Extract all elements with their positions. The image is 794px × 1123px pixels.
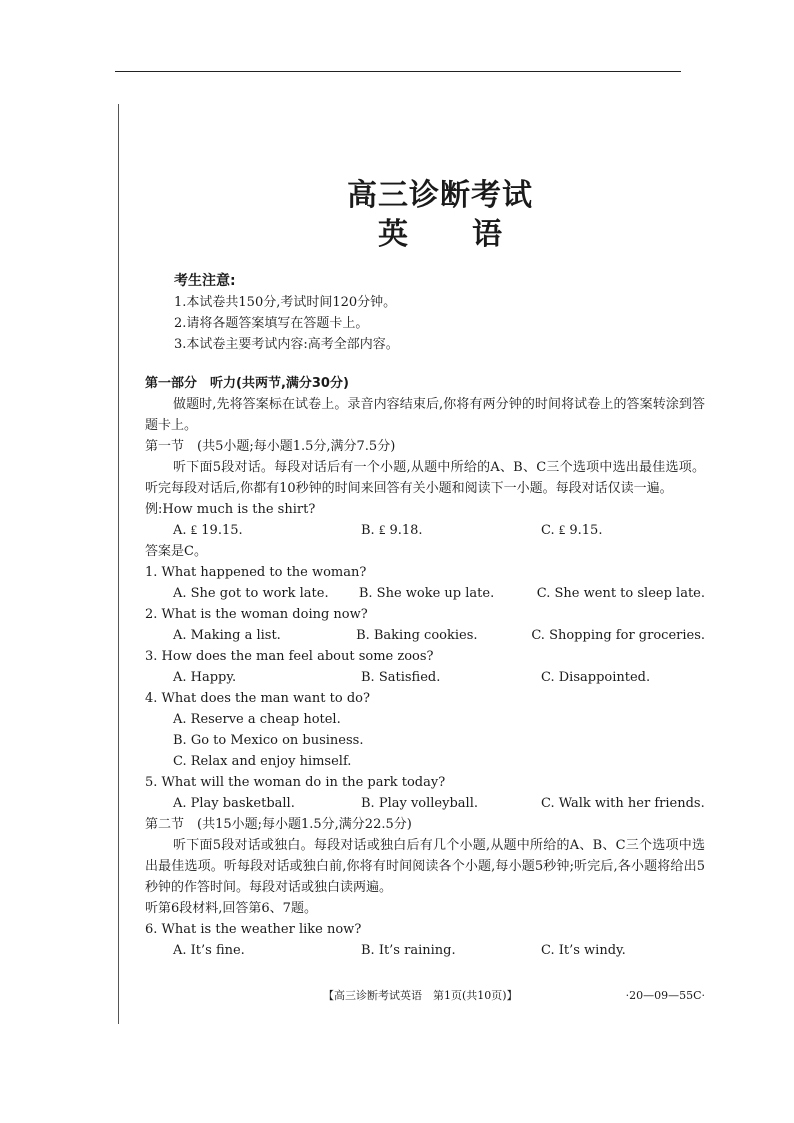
option-c: C. Shopping for groceries. xyxy=(531,628,705,643)
option-b: B. Satisfied. xyxy=(361,670,441,685)
question-1: 1. What happened to the woman? xyxy=(145,565,367,580)
option-c: C. Relax and enjoy himself. xyxy=(173,754,352,769)
option-b: B. Baking cookies. xyxy=(356,628,478,643)
option-c: C. It’s windy. xyxy=(541,943,626,958)
example-answer: 答案是C。 xyxy=(145,544,207,559)
subject-char-1: 英 xyxy=(378,217,408,252)
question-1-options xyxy=(145,583,705,604)
option-a: A. Reserve a cheap hotel. xyxy=(173,712,341,727)
material-note: 听第6段材料,回答第6、7题。 xyxy=(145,901,317,916)
notice-item: 2.请将各题答案填写在答题卡上。 xyxy=(174,316,369,331)
option-a: A. It’s fine. xyxy=(173,943,245,958)
option-b: B. She woke up late. xyxy=(358,586,495,601)
question-6: 6. What is the weather like now? xyxy=(145,922,362,937)
candidate-notice xyxy=(174,271,399,355)
question-4: 4. What does the man want to do? xyxy=(145,691,370,706)
option-b: B. It’s raining. xyxy=(361,943,456,958)
section1-instructions: 听下面5段对话。每段对话后有一个小题,从题中所给的A、B、C三个选项中选出最佳选项。听完每段对话后,你都有10秒钟的时间来回答有关小题和阅读下一小题。每段对话仅读一遍。 xyxy=(145,460,705,496)
page-footer xyxy=(145,986,705,1006)
question-5: 5. What will the woman do in the park today? xyxy=(145,775,446,790)
option-c: C. ₤ 9.15. xyxy=(541,523,603,538)
example-options xyxy=(145,520,705,541)
question-6-options xyxy=(145,940,705,961)
exam-content xyxy=(145,373,705,961)
footer-page-info: 【高三诊断考试英语 第1页(共10页)】 xyxy=(323,989,518,1002)
example-question: 例:How much is the shirt? xyxy=(145,502,316,517)
section2-heading: 第二节 (共15小题;每小题1.5分,满分22.5分) xyxy=(145,817,412,832)
notice-item: 1.本试卷共150分,考试时间120分钟。 xyxy=(174,295,397,310)
option-b: B. ₤ 9.18. xyxy=(361,523,423,538)
section2-instructions: 听下面5段对话或独白。每段对话或独白后有几个小题,从题中所给的A、B、C三个选项中选出最佳选项。听每段对话或独白前,你将有时间阅读各个小题,每小题5秒钟;听完后,各小题将给出5秒钟的作答时间。每段对话或独白读两遍。 xyxy=(145,838,705,895)
part1-intro: 做题时,先将答案标在试卷上。录音内容结束后,你将有两分钟的时间将试卷上的答案转涂到答题卡上。 xyxy=(145,397,705,433)
option-a: A. Making a list. xyxy=(173,628,281,643)
exam-title: 高三诊断考试 xyxy=(347,178,533,213)
part1-heading: 第一部分 听力(共两节,满分30分) xyxy=(145,376,349,391)
question-2: 2. What is the woman doing now? xyxy=(145,607,368,622)
exam-page xyxy=(145,0,735,1123)
subject-char-2: 语 xyxy=(472,217,502,252)
question-2-options xyxy=(145,625,705,646)
option-c: C. She went to sleep late. xyxy=(536,586,705,601)
section1-heading: 第一节 (共5小题;每小题1.5分,满分7.5分) xyxy=(145,439,396,454)
notice-heading: 考生注意: xyxy=(174,273,236,289)
side-rule xyxy=(118,104,119,1024)
option-c: C. Disappointed. xyxy=(541,670,651,685)
question-3: 3. How does the man feel about some zoos? xyxy=(145,649,434,664)
option-b: B. Play volleyball. xyxy=(361,796,478,811)
footer-code: ·20—09—55C· xyxy=(625,989,705,1002)
option-c: C. Walk with her friends. xyxy=(541,796,705,811)
option-a: A. Happy. xyxy=(173,670,237,685)
question-3-options xyxy=(145,667,705,688)
option-b: B. Go to Mexico on business. xyxy=(173,733,364,748)
subject-title xyxy=(145,209,735,253)
notice-item: 3.本试卷主要考试内容:高考全部内容。 xyxy=(174,337,399,352)
question-5-options xyxy=(145,793,705,814)
option-a: A. ₤ 19.15. xyxy=(173,523,243,538)
option-a: A. She got to work late. xyxy=(173,586,329,601)
option-a: A. Play basketball. xyxy=(173,796,295,811)
